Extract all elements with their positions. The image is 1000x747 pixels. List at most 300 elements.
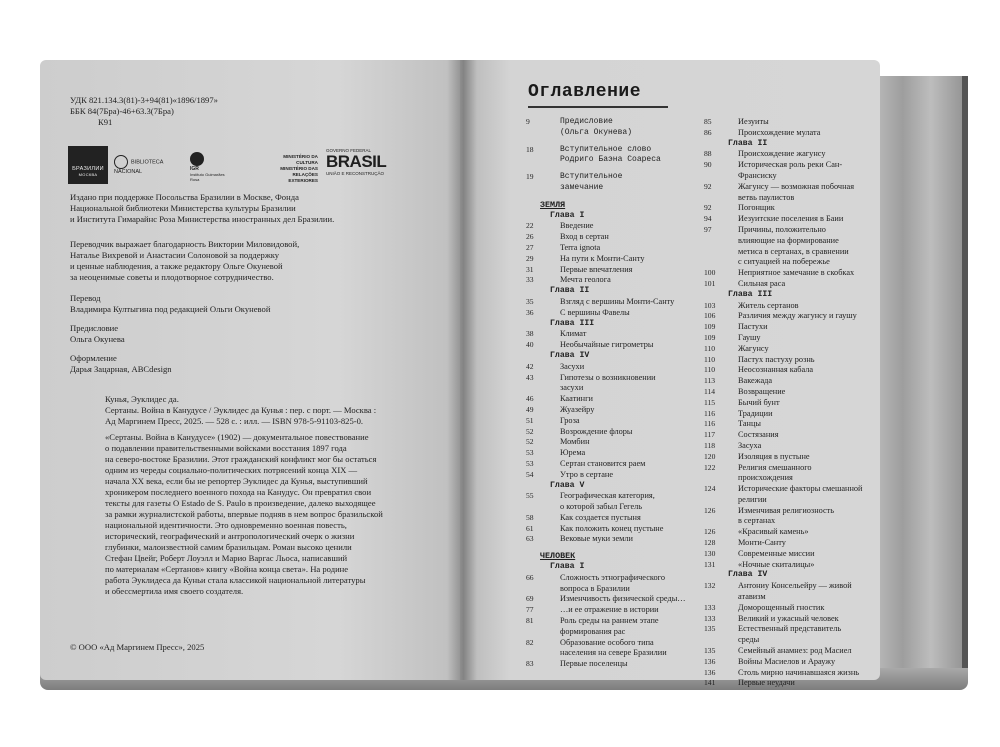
toc-entry <box>704 182 884 193</box>
toc-chapter-heading <box>526 211 731 222</box>
toc-entry <box>526 524 731 535</box>
toc-entry <box>704 516 884 527</box>
biblio-line: Сертаны. Война в Канудусе / Эуклидес да Кунья : пер. с порт. — Москва : <box>105 405 377 415</box>
support-line: Издано при поддержке Посольства Бразилии в Москве, Фонда <box>70 192 299 202</box>
toc-entry <box>704 387 884 398</box>
toc-entry <box>526 128 731 139</box>
toc-entry <box>526 638 731 649</box>
toc-page-number: 58 <box>526 512 534 522</box>
toc-page-number: 130 <box>704 548 716 558</box>
toc-page-number: 141 <box>704 678 716 688</box>
toc-entry <box>704 495 884 506</box>
toc-entry <box>526 394 731 405</box>
toc-entry-title: Религия смешанного <box>738 462 812 472</box>
toc-entry-title: Мечта геолога <box>560 275 611 285</box>
toc-entry <box>704 128 884 139</box>
toc-entry <box>704 236 884 247</box>
igr-logo-text: IGR <box>190 166 199 172</box>
toc-entry-title: Иезуиты <box>738 117 769 126</box>
toc-entry <box>526 297 731 308</box>
toc-page-number: 124 <box>704 484 716 494</box>
toc-page-number: 54 <box>526 469 534 479</box>
igr-logo-subtext: Instituto Guimarães Rosa <box>190 172 225 182</box>
ministerio-line-5: EXTERIORES <box>288 178 318 183</box>
annotation-line: и обессмертила имя своего создателя. <box>105 586 244 596</box>
toc-entry-title: С вершины Фавелы <box>560 307 630 317</box>
toc-entry-title: Возрождение флоры <box>560 426 633 436</box>
toc-entry <box>704 624 884 635</box>
annotation-line: за рамки журналистской работы, впервые подняв в нем вопрос бразильской <box>105 509 383 519</box>
toc-entry-title: «Ночные скиталицы» <box>738 559 815 569</box>
toc-entry <box>704 473 884 484</box>
toc-chapter-heading <box>526 559 731 573</box>
toc-entry <box>704 117 884 128</box>
toc-entry-title: Глава I <box>550 562 585 572</box>
annotation-line: о подавлении правительственными войсками восстания 1897 года <box>105 443 347 453</box>
toc-page-number: 82 <box>526 637 534 647</box>
toc-entry <box>704 160 884 171</box>
ministerio-logo <box>238 146 318 186</box>
toc-entry <box>704 538 884 549</box>
toc-entry-title: Естественный представитель <box>738 624 842 634</box>
toc-entry-title: Введение <box>560 221 594 231</box>
toc-entry-title: Необычайные гигрометры <box>560 340 654 350</box>
annotation-line: национальной идентичности. Это одновременно военная повесть, <box>105 520 347 530</box>
toc-page-number: 81 <box>526 616 534 626</box>
toc-entry-title: вопроса в Бразилии <box>560 583 630 593</box>
toc-chapter-heading <box>704 139 884 150</box>
toc-entry-title: ЧЕЛОВЕК <box>540 551 576 562</box>
toc-entry-title: Предисловие <box>560 117 613 126</box>
ministerio-line-3: MINISTÉRIO DAS <box>280 166 318 171</box>
toc-entry-title: засухи <box>560 383 584 393</box>
ministerio-line-1: MINISTÉRIO DA <box>283 154 318 159</box>
toc-entry-title: «Красивый камень» <box>738 527 809 537</box>
toc-page-number: 122 <box>704 462 716 472</box>
brasil-subtext: UNIÃO E RECONSTRUÇÃO <box>326 171 385 176</box>
toc-page-number: 66 <box>526 572 534 582</box>
thanks-line: Переводчик выражает благодарность Виктории Миловидовой, <box>70 239 300 249</box>
toc-entry <box>526 183 731 194</box>
embassy-logo-text: БРАЗИЛИИ <box>72 166 104 172</box>
annotation-line: по материалам «Сертанов» книгу «Война конца света». На родине <box>105 564 349 574</box>
toc-page-number: 49 <box>526 404 534 414</box>
toc-entry <box>704 193 884 204</box>
toc-entry-title: Юрема <box>560 448 586 458</box>
toc-page-number: 46 <box>526 394 534 404</box>
toc-column-right <box>704 117 884 689</box>
toc-page-number: 103 <box>704 300 716 310</box>
toc-entry <box>704 225 884 236</box>
toc-entry-title: На пути к Монти-Санту <box>560 253 645 263</box>
toc-entry-title: Вступительное <box>560 172 623 182</box>
toc-page-number: 27 <box>526 242 534 252</box>
toc-entry-title: Гипотезы о возникновении <box>560 372 656 382</box>
toc-entry-title: Утро в сертане <box>560 469 614 479</box>
toc-page-number: 136 <box>704 667 716 677</box>
credit-value: Ольга Окунева <box>70 334 125 344</box>
biblioteca-logo-text: BIBLIOTECA NACIONAL <box>114 159 164 175</box>
toc-page-number: 97 <box>704 224 712 234</box>
igr-emblem-icon <box>190 152 204 166</box>
toc-title: Оглавление <box>528 82 642 102</box>
toc-entry-title: Франсиску <box>738 170 777 180</box>
toc-page-number: 9 <box>526 117 530 126</box>
toc-entry-title: Каатинги <box>560 394 593 404</box>
toc-entry <box>526 427 731 438</box>
toc-page-number: 120 <box>704 451 716 461</box>
toc-entry <box>704 592 884 603</box>
toc-page-number: 53 <box>526 458 534 468</box>
toc-entry-title: Танцы <box>738 419 761 429</box>
toc-chapter-heading <box>704 570 884 581</box>
toc-entry <box>704 430 884 441</box>
toc-entry-title: среды <box>738 635 760 645</box>
toc-entry-title: Образование особого типа <box>560 637 654 647</box>
credit-label: Оформление <box>70 353 117 363</box>
toc-page-number: 117 <box>704 430 716 440</box>
toc-page-number: 83 <box>526 659 534 669</box>
toc-entry-title: формирования рас <box>560 626 626 636</box>
annotation-line: тексты для газеты O Estado de S. Paulo в произведение, далеко выходящее <box>105 498 376 508</box>
toc-entry <box>526 221 731 232</box>
toc-entry-title: ветвь паулистов <box>738 192 795 202</box>
toc-entry <box>704 171 884 182</box>
toc-page-number: 101 <box>704 278 716 288</box>
toc-entry <box>704 549 884 560</box>
annotation-line: глубинки, малоизвестной самим бразильцам. Роман высоко ценили <box>105 542 352 552</box>
toc-entry <box>526 594 731 605</box>
toc-entry <box>704 603 884 614</box>
toc-entry <box>526 405 731 416</box>
toc-page-number: 55 <box>526 491 534 501</box>
toc-page-number: 43 <box>526 372 534 382</box>
toc-entry <box>526 648 731 659</box>
toc-entry <box>704 355 884 366</box>
toc-entry <box>526 613 731 627</box>
toc-entry-title: Монти-Санту <box>738 538 786 548</box>
toc-page-number: 61 <box>526 523 534 533</box>
toc-entry-title: Глава III <box>550 318 595 328</box>
toc-page-number: 100 <box>704 268 716 278</box>
toc-entry-title: Засуха <box>738 440 762 450</box>
book-gutter <box>447 60 477 680</box>
toc-page-number: 109 <box>704 322 716 332</box>
toc-page-number: 53 <box>526 448 534 458</box>
toc-page-number: 132 <box>704 581 716 591</box>
toc-entry-title: Изменчивая религиозность <box>738 505 835 515</box>
toc-entry <box>704 419 884 430</box>
toc-entry-title: Неприятное замечание в скобках <box>738 268 855 278</box>
toc-entry <box>704 203 884 214</box>
toc-entry <box>526 254 731 265</box>
sponsor-logos <box>68 146 388 186</box>
toc-entry <box>526 584 731 595</box>
biblio-line: Ад Маргинем Пресс, 2025. — 528 с. : илл. — ISBN 978-5-91103-825-0. <box>105 416 364 426</box>
toc-entry-title: Происхождение мулата <box>738 127 821 137</box>
translator-thanks <box>70 239 430 283</box>
toc-entry <box>526 145 731 156</box>
brasil-wordmark: BRASIL <box>326 152 387 171</box>
toc-entry-title: (Ольга Окунева) <box>560 127 633 137</box>
toc-entry <box>704 484 884 495</box>
toc-entry-title: Как положить конец пустыне <box>560 523 664 533</box>
annotation-line: хроникером последнего военного похода на Канудус. Он превратил свои <box>105 487 372 497</box>
toc-entry <box>526 172 731 183</box>
toc-entry-title: в сертанах <box>738 516 776 526</box>
toc-entry-title: Бычий бунт <box>738 397 780 407</box>
toc-entry-title: Антониу Консельейру — живой <box>738 581 852 591</box>
toc-page-number: 35 <box>526 296 534 306</box>
toc-entry-title: Вход в сертан <box>560 232 609 242</box>
toc-entry-title: Историческая роль реки Сан- <box>738 160 843 170</box>
toc-entry <box>526 602 731 616</box>
toc-entry <box>704 646 884 657</box>
toc-page-number: 69 <box>526 594 534 604</box>
toc-entry-title: Засухи <box>560 361 585 371</box>
support-line: и Института Гимарайнс Роза Министерства иностранных дел Бразилии. <box>70 214 335 224</box>
toc-chapter-heading <box>526 286 731 297</box>
toc-entry <box>704 365 884 376</box>
toc-entry <box>704 560 884 571</box>
toc-entry <box>704 311 884 322</box>
toc-chapter-heading <box>526 319 731 330</box>
toc-entry-title: замечание <box>560 182 604 192</box>
toc-entry <box>704 301 884 312</box>
toc-entry-title: Жуазейру <box>560 404 595 414</box>
copyright: © ООО «Ад Маргинем Пресс», 2025 <box>70 642 205 652</box>
toc-part-heading <box>526 200 731 211</box>
toc-page-number: 114 <box>704 386 716 396</box>
toc-page-number: 19 <box>526 172 534 182</box>
toc-page-number: 116 <box>704 419 716 429</box>
toc-entry <box>526 340 731 351</box>
design-credit <box>70 353 430 375</box>
toc-entry-title: Вступительное слово <box>560 144 652 154</box>
toc-page-number: 113 <box>704 376 716 386</box>
toc-entry-title: Различия между жагунсу и гаушу <box>738 311 857 321</box>
toc-entry <box>526 627 731 638</box>
toc-entry <box>704 452 884 463</box>
toc-entry <box>704 398 884 409</box>
support-note <box>70 192 430 225</box>
toc-entry <box>526 243 731 254</box>
toc-entry <box>704 247 884 258</box>
igr-logo <box>190 146 234 186</box>
toc-entry-title: Семейный анамнез: род Масиел <box>738 646 852 656</box>
biblio-line: Кунья, Эуклидес да. <box>105 394 179 404</box>
toc-entry-title: происхождения <box>738 473 793 483</box>
toc-entry <box>526 329 731 340</box>
toc-entry <box>526 513 731 524</box>
toc-entry-title: населения на севере Бразилии <box>560 648 667 658</box>
toc-entry-title: …и ее отражение в истории <box>560 605 659 615</box>
foreword-credit <box>70 323 430 345</box>
toc-entry <box>526 534 731 545</box>
thanks-line: и ценные наблюдения, а также редактору Ольге Окуневой <box>70 261 283 271</box>
toc-entry <box>526 373 731 384</box>
toc-entry-title: ЗЕМЛЯ <box>540 199 566 210</box>
toc-entry-title: Первые поселенцы <box>560 659 628 669</box>
toc-entry-title: Роль среды на раннем этапе <box>560 616 659 626</box>
biblioteca-emblem-icon <box>114 155 128 169</box>
toc-entry <box>526 437 731 448</box>
toc-page-number: 90 <box>704 160 712 170</box>
toc-entry <box>526 416 731 427</box>
toc-entry <box>526 470 731 481</box>
thanks-line: Наталье Вихревой и Анастасии Солоновой за поддержку <box>70 250 280 260</box>
toc-entry <box>704 657 884 668</box>
toc-entry <box>704 322 884 333</box>
toc-entry <box>704 333 884 344</box>
toc-entry-title: Сильная раса <box>738 278 786 288</box>
toc-entry <box>526 383 731 394</box>
toc-entry <box>704 441 884 452</box>
toc-entry <box>526 502 731 513</box>
toc-entry-title: Первые впечатления <box>560 264 633 274</box>
toc-entry-title: Глава IV <box>550 350 590 360</box>
toc-page-number: 26 <box>526 232 534 242</box>
toc-entry-title: Изоляция в пустыне <box>738 451 810 461</box>
governo-brasil-logo <box>326 146 388 186</box>
toc-entry-title: Войны Масиелов и Араужу <box>738 656 836 666</box>
toc-entry-title: Иезуитские поселения в Баии <box>738 214 844 224</box>
toc-entry-title: Жагунсу <box>738 343 769 353</box>
toc-page-number: 92 <box>704 181 712 191</box>
toc-entry <box>704 149 884 160</box>
toc-entry <box>526 275 731 286</box>
toc-page-number: 118 <box>704 440 716 450</box>
embassy-logo-subtext: МОСКВА <box>78 172 98 177</box>
toc-part-heading <box>526 548 731 562</box>
annotation-line: начала XX века, если бы не репортер Эуклидес да Кунья, выступивший <box>105 476 368 486</box>
annotation-line: исторический, географический и антропологический очерк о жизни <box>105 531 355 541</box>
title-underline <box>528 106 668 108</box>
support-line: Национальной библиотеки Министерства культуры Бразилии <box>70 203 296 213</box>
toc-entry-title: Глава I <box>550 210 585 220</box>
toc-entry-title: Климат <box>560 329 587 339</box>
left-page <box>40 60 465 680</box>
toc-page-number: 18 <box>526 144 534 154</box>
toc-page-number: 29 <box>526 253 534 263</box>
toc-entry-title: Столь мирно начинавшаяся жизнь <box>738 667 860 677</box>
toc-page-number: 116 <box>704 408 716 418</box>
toc-entry-title: Глава II <box>728 138 768 148</box>
toc-entry-title: религии <box>738 494 767 504</box>
toc-page-number: 86 <box>704 127 712 137</box>
toc-page-number: 135 <box>704 624 716 634</box>
toc-entry-title: атавизм <box>738 592 766 602</box>
toc-entry <box>704 268 884 279</box>
toc-entry-title: Глава V <box>550 480 585 490</box>
annotation-line: Стефан Цвейг, Роберт Лоуэлл и Марио Варгас Льоса, написавший <box>105 553 348 563</box>
toc-entry <box>526 232 731 243</box>
credit-label: Перевод <box>70 293 101 303</box>
toc-entry <box>704 581 884 592</box>
toc-entry-title: Первые неудачи <box>738 678 795 688</box>
toc-entry <box>704 506 884 517</box>
toc-entry-title: Глава IV <box>728 570 768 580</box>
toc-entry-title: Как создается пустыня <box>560 512 641 522</box>
toc-entry-title: Исторические факторы смешанной <box>738 484 863 494</box>
toc-page-number: 126 <box>704 527 716 537</box>
toc-entry <box>704 463 884 474</box>
toc-entry <box>704 409 884 420</box>
toc-entry <box>526 117 731 128</box>
toc-page-number: 128 <box>704 538 716 548</box>
toc-entry <box>704 635 884 646</box>
toc-page-number: 38 <box>526 329 534 339</box>
toc-entry-title: Пастух пастуху рознь <box>738 354 815 364</box>
toc-entry-title: Причины, положительно <box>738 224 826 234</box>
toc-entry <box>526 491 731 502</box>
toc-entry-title: Момбин <box>560 437 590 447</box>
toc-entry-title: метиса в сертанах, в сравнении <box>738 246 849 256</box>
toc-page-number: 110 <box>704 343 716 353</box>
toc-entry-title: Глава III <box>728 289 773 299</box>
toc-entry <box>526 573 731 584</box>
credit-label: Предисловие <box>70 323 119 333</box>
toc-entry-title: Происхождение жагунсу <box>738 149 826 159</box>
toc-page-number: 126 <box>704 505 716 515</box>
toc-page-number: 52 <box>526 426 534 436</box>
annotation-line: работа Эуклидеса да Куньи стала классикой национальной литературы <box>105 575 366 585</box>
toc-entry <box>704 279 884 290</box>
bbk-code: ББК 84(7Бра)-46+63.3(7Бра) <box>70 106 174 116</box>
embassy-logo <box>68 146 108 184</box>
toc-entry <box>526 448 731 459</box>
toc-page-number: 22 <box>526 221 534 231</box>
annotation-line: одним из череды социально-политических потрясений конца XIX — <box>105 465 358 475</box>
toc-entry-title: Вековые муки земли <box>560 534 633 544</box>
toc-entry-title: Вакежада <box>738 376 773 386</box>
toc-entry <box>526 459 731 470</box>
toc-page-number: 106 <box>704 311 716 321</box>
toc-page-number: 42 <box>526 361 534 371</box>
toc-page-number: 77 <box>526 605 534 615</box>
toc-entry-title: с ситуацией на побережье <box>738 257 830 267</box>
toc-page-number: 31 <box>526 264 534 274</box>
toc-entry-title: Пастухи <box>738 322 768 332</box>
thanks-line: за неоценимые советы и плодотворное сотрудничество. <box>70 272 274 282</box>
toc-entry-title: Состязания <box>738 430 779 440</box>
toc-page-number: 51 <box>526 415 534 425</box>
toc-entry-title: Жагунсу — возможная побочная <box>738 181 855 191</box>
toc-entry-title: Житель сертанов <box>738 300 799 310</box>
toc-entry-title: Географическая категория, <box>560 491 655 501</box>
udk-code: УДК 821.134.3(81)-3+94(81)«1896/1897» <box>70 95 218 105</box>
toc-page-number: 109 <box>704 332 716 342</box>
toc-chapter-heading <box>526 351 731 362</box>
toc-entry <box>526 362 731 373</box>
ministerio-line-2: CULTURA <box>296 160 318 165</box>
toc-entry-title: Родриго Баэна Соареса <box>560 155 661 165</box>
credit-value: Владимира Култыгина под редакцией Ольги Окуневой <box>70 304 271 314</box>
toc-page-number: 110 <box>704 354 716 364</box>
biblioteca-nacional-logo <box>114 146 186 186</box>
author-mark: К91 <box>98 117 113 127</box>
toc-page-number: 131 <box>704 559 716 569</box>
toc-entry <box>704 678 884 689</box>
toc-page-number: 110 <box>704 365 716 375</box>
page-stack-edge <box>875 76 968 668</box>
toc-entry-title: Сертан становится раем <box>560 458 646 468</box>
annotation-line: «Сертаны. Война в Канудусе» (1902) — документальное повествование <box>105 432 369 442</box>
toc-entry-title: о которой забыл Гегель <box>560 502 643 512</box>
toc-entry <box>704 527 884 538</box>
bibliographic-record <box>105 394 435 427</box>
annotation-line: на северо-востоке Бразилии. Этот гражданский конфликт мог бы остаться <box>105 454 377 464</box>
